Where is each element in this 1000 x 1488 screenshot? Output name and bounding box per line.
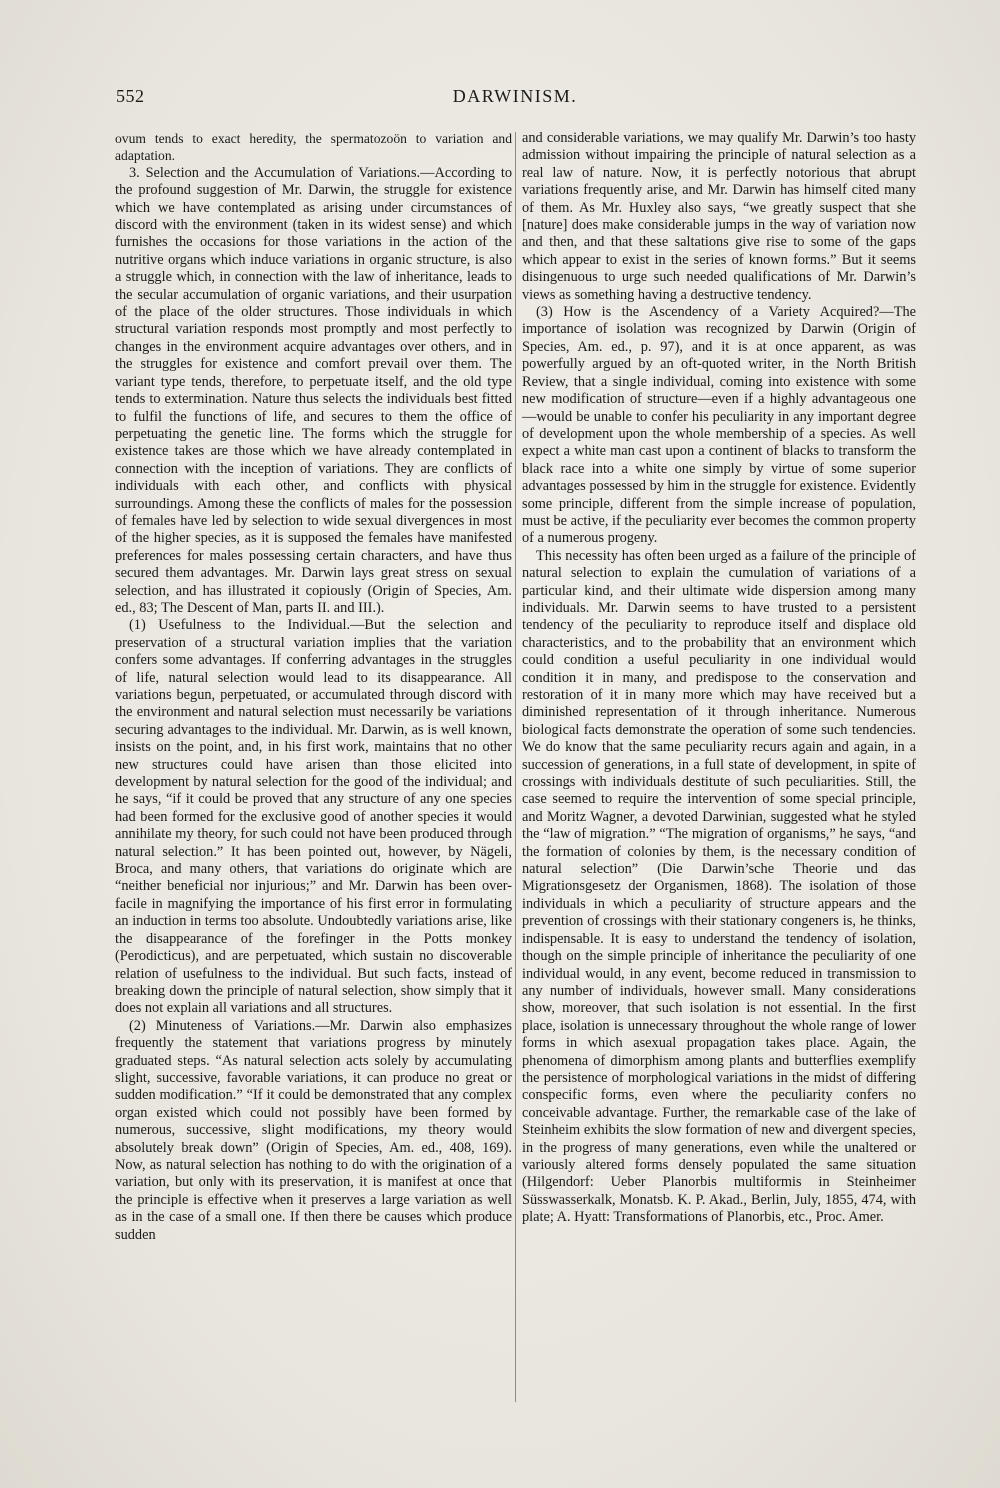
right-column (522, 130, 916, 1227)
paragraph-necessity: This necessity has often been urged as a failure of the principle of natural selection to explain the cumulation of variations of a particular kind, and their ultimate wide dispersion among many individuals. Mr. Darwin seems to have trusted to a persistent tendency of the peculiarity to reproduce itself and displace old characteristics, and to the probability that an environment which could condition a useful peculiarity in one individual would condition it in many, and predispose to the conservation and restoration of it in many more which may have received but a diminished representation of it through inheritance. Numerous biological facts demonstrate the operation of some such tendencies. We do know that the same peculiarity recurs again and again, in a succession of generations, in a full state of development, in spite of crossings with individuals destitute of such peculiarities. Still, the case seemed to require the intervention of some special principle, and Moritz Wagner, a devoted Darwinian, suggested what he styled the “law of migration.” “The migration of organisms,” he says, “and the formation of colonies by them, is the necessary condition of natural selection” (Die Darwin’sche Theorie und das Migrationsgesetz der Organismen, 1868). The isolation of those individuals in which a peculiarity of structure appears and the prevention of crossings with their stationary congeners is, he thinks, indispensable. It is easy to understand the tendency of isolation, though on the simple principle of inheritance the peculiarity of one individual would, in any event, become reduced in transmission to any number of individuals, however small. Many considerations show, moreover, that such isolation is not essential. In the first place, isolation is unnecessary throughout the whole range of lower forms in which asexual propagation takes place. Again, the phenomena of dimorphism among plants and butterflies exemplify the persistence of morphological variations in the midst of differing conspecific forms, even where the peculiarity confers no conceivable advantage. Further, the remarkable case of the lake of Steinheim exhibits the slow formation of new and divergent species, in the progress of many generations, even while the unaltered or variously altered forms densely populated the same situation (Hilgendorf: Ueber Planorbis multiformis in Steinheimer Süsswasserkalk, Monatsb. K. P. Akad., Berlin, July, 1855, 474, with plate; A. Hyatt: Transformations of Planorbis, etc., Proc. Amer. (522, 547, 916, 1226)
paragraph-continued: and considerable variations, we may qualify Mr. Darwin’s too hasty admission without impairing the principle of natural selection as a real law of nature. Now, it is perfectly notorious that abrupt variations frequently arise, and Mr. Darwin has himself cited many of them. As Mr. Huxley also says, “we greatly suspect that she [nature] does make considerable jumps in the way of variation now and then, and that these saltations give rise to some of the gaps which appear to exist in the series of known forms.” But it seems disingenuous to urge such needed qualifications of Mr. Darwin’s views as something having a destructive tendency. (522, 130, 916, 303)
page-header (116, 86, 914, 116)
running-title: DARWINISM. (452, 86, 578, 106)
paragraph-selection-accumulation: 3. Selection and the Accumulation of Variations.—According to the profound suggestion of Mr. Darwin, the struggle for existence which we have contemplated as arising under circumstances of discord with the environment (taken in its widest sense) and which furnishes the occasions for those variations in the action of the nutritive organs which induce variations in organic structure, is also a struggle which, in connection with the law of inheritance, leads to the secular accumulation of organic variations, and their usurpation of the place of the older structures. Those individuals in which structural variation responds most promptly and most perfectly to changes in the environment acquire advantages over others, and in the struggles for existence and comfort prevail over them. The variant type tends, therefore, to perpetuate itself, and the old type tends to extermination. Nature thus selects the individuals best fitted to fulfil the functions of life, and secures to them the office of perpetuating the genetic line. The forms which the struggle for existence takes are those which we have already contemplated in connection with the inception of variations. They are conflicts of individuals with each other, and conflicts with physical surroundings. Among these the conflicts of males for the possession of females have led by selection to wide sexual divergences in most of the higher species, as it is supposed the females have manifested preferences for males possessing certain characters, and have thus secured them advantages. Mr. Darwin lays great stress on sexual selection, and has illustrated it copiously (Origin of Species, Am. ed., 83; The Descent of Man, parts II. and III.). (115, 164, 512, 616)
paragraph-ascendency: (3) How is the Ascendency of a Variety Acquired?—The importance of isolation was recognized by Darwin (Origin of Species, Am. ed., p. 97), and it is at once apparent, as was powerfully argued by an oft-quoted writer, in the North British Review, that a single individual, coming into existence with some new modification of structure—even if a highly advantageous one—would be unable to confer his peculiarity in any important degree of development upon the whole membership of a species. As well expect a white man cast upon a continent of blacks to transform the black race into a white one simply by virtue of some superior advantages possessed by him in the struggle for existence. Evidently some principle, different from the simple increase of population, must be active, if the peculiarity ever becomes the common property of a numerous progeny. (522, 304, 916, 547)
column-divider (515, 132, 516, 1402)
paragraph-continuation: ovum tends to exact heredity, the spermatozoön to variation and adaptation. (115, 131, 512, 164)
paragraph-usefulness: (1) Usefulness to the Individual.—But the selection and preservation of a structural variation implies that the variation confers some advantages. If conferring advantages in the struggles of life, natural selection would lead to its disappearance. All variations begun, perpetuated, or accumulated through discord with the environment and natural selection must necessarily be variations securing advantages to the individual. Mr. Darwin, as is well known, insists on the point, and, in his first work, maintains that no other new structures could have arisen than those elicited into development by natural selection for the good of the individual; and he says, “if it could be proved that any structure of any one species had been formed for the exclusive good of another species it would annihilate my theory, for such could not have been produced through natural selection.” It has been pointed out, however, by Nägeli, Broca, and many others, that variations do originate which are “neither beneficial nor injurious;” and Mr. Darwin has been over-facile in magnifying the importance of his first error in formulating an induction in terms too absolute. Undoubtedly variations arise, like the disappearance of the forefinger in the Potts monkey (Perodicticus), and are perpetuated, which sustain no discoverable relation of usefulness to the individual. But such facts, instead of breaking down the principle of natural selection, show simply that it does not explain all variations and all structures. (115, 617, 512, 1017)
page-number: 552 (116, 86, 145, 106)
paragraph-minuteness: (2) Minuteness of Variations.—Mr. Darwin also emphasizes frequently the statement that variations progress by minutely graduated steps. “As natural selection acts solely by accumulating slight, successive, favorable variations, it can produce no great or sudden modification.” “If it could be demonstrated that any complex organ existed which could not possibly have been formed by numerous, successive, slight modifications, my theory would absolutely break down” (Origin of Species, Am. ed., 408, 169). Now, as natural selection has nothing to do with the origination of a variation, but only with its preservation, it is manifest at once that the principle is effective when it preserves a large variation as well as in the case of a small one. If then there be causes which produce sudden (115, 1017, 512, 1243)
left-column (115, 130, 512, 1244)
